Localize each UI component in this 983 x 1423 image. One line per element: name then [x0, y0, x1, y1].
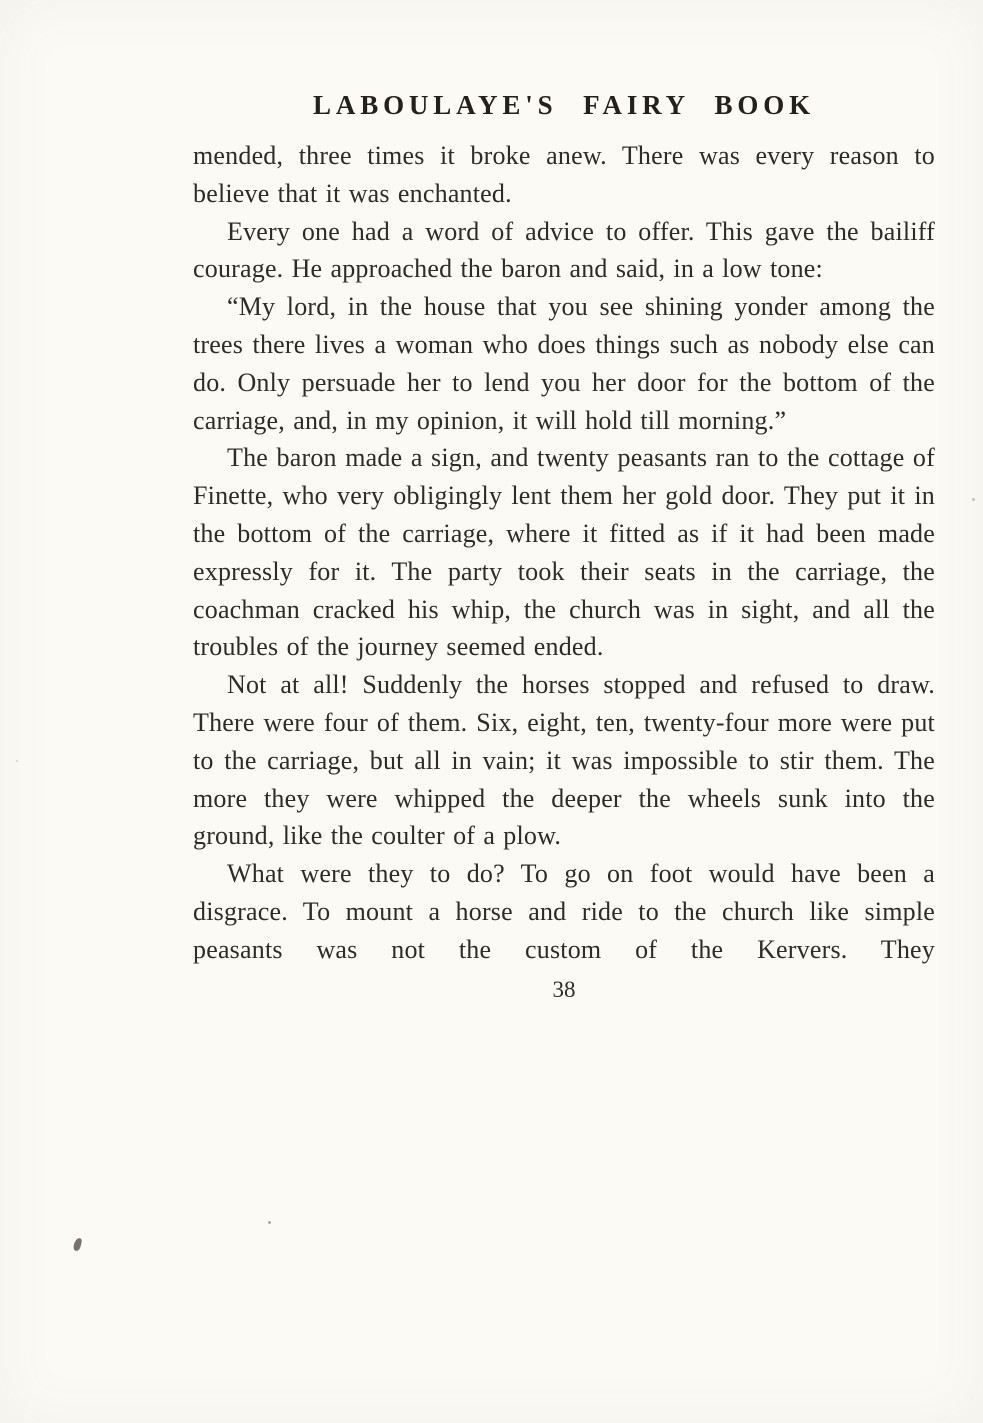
paragraph: Not at all! Suddenly the horses stopped and refused to draw. There were four of them. Six, eight, ten, twenty-four more were put to the carriage, but all in vain; it was impossible to stir them. The more they were whipped the deeper the wheels sunk into the ground, like the coulter of a plow.: [193, 670, 935, 851]
paragraph: “My lord, in the house that you see shining yonder among the trees there lives a woman who does things such as nobody else can do. Only persuade her to lend you her door for the bottom of the carriage, and, in my opinion, it will hold till morning.”: [193, 292, 935, 435]
scan-artifact: [972, 498, 975, 501]
running-head: LABOULAYE'S FAIRY BOOK: [312, 90, 816, 120]
paragraph: Every one had a word of advice to offer. This gave the bailiff courage. He approached the baron and said, in a low tone:: [193, 216, 935, 284]
scan-artifact: [73, 1237, 83, 1251]
scan-artifact: [16, 760, 18, 762]
paragraph: What were they to do? To go on foot would have been a disgrace. To mount a horse and ride to the church like simple peasants was not the custom of the Kervers. They: [193, 859, 935, 964]
scan-artifact: [268, 1221, 271, 1224]
page-number: 38: [552, 976, 576, 1002]
paragraph: mended, three times it broke anew. There was every reason to believe that it was enchanted.: [193, 141, 935, 208]
paragraph: The baron made a sign, and twenty peasants ran to the cottage of Finette, who very obligingly lent them her gold door. They put it in the bottom of the carriage, where it fitted as if it had been made expressly for it. The party took their seats in the carriage, the coachman cracked his whip, the church was in sight, and all the troubles of the journey seemed ended.: [193, 443, 935, 662]
text-column: [193, 0, 935, 1003]
body-text: [193, 137, 935, 969]
